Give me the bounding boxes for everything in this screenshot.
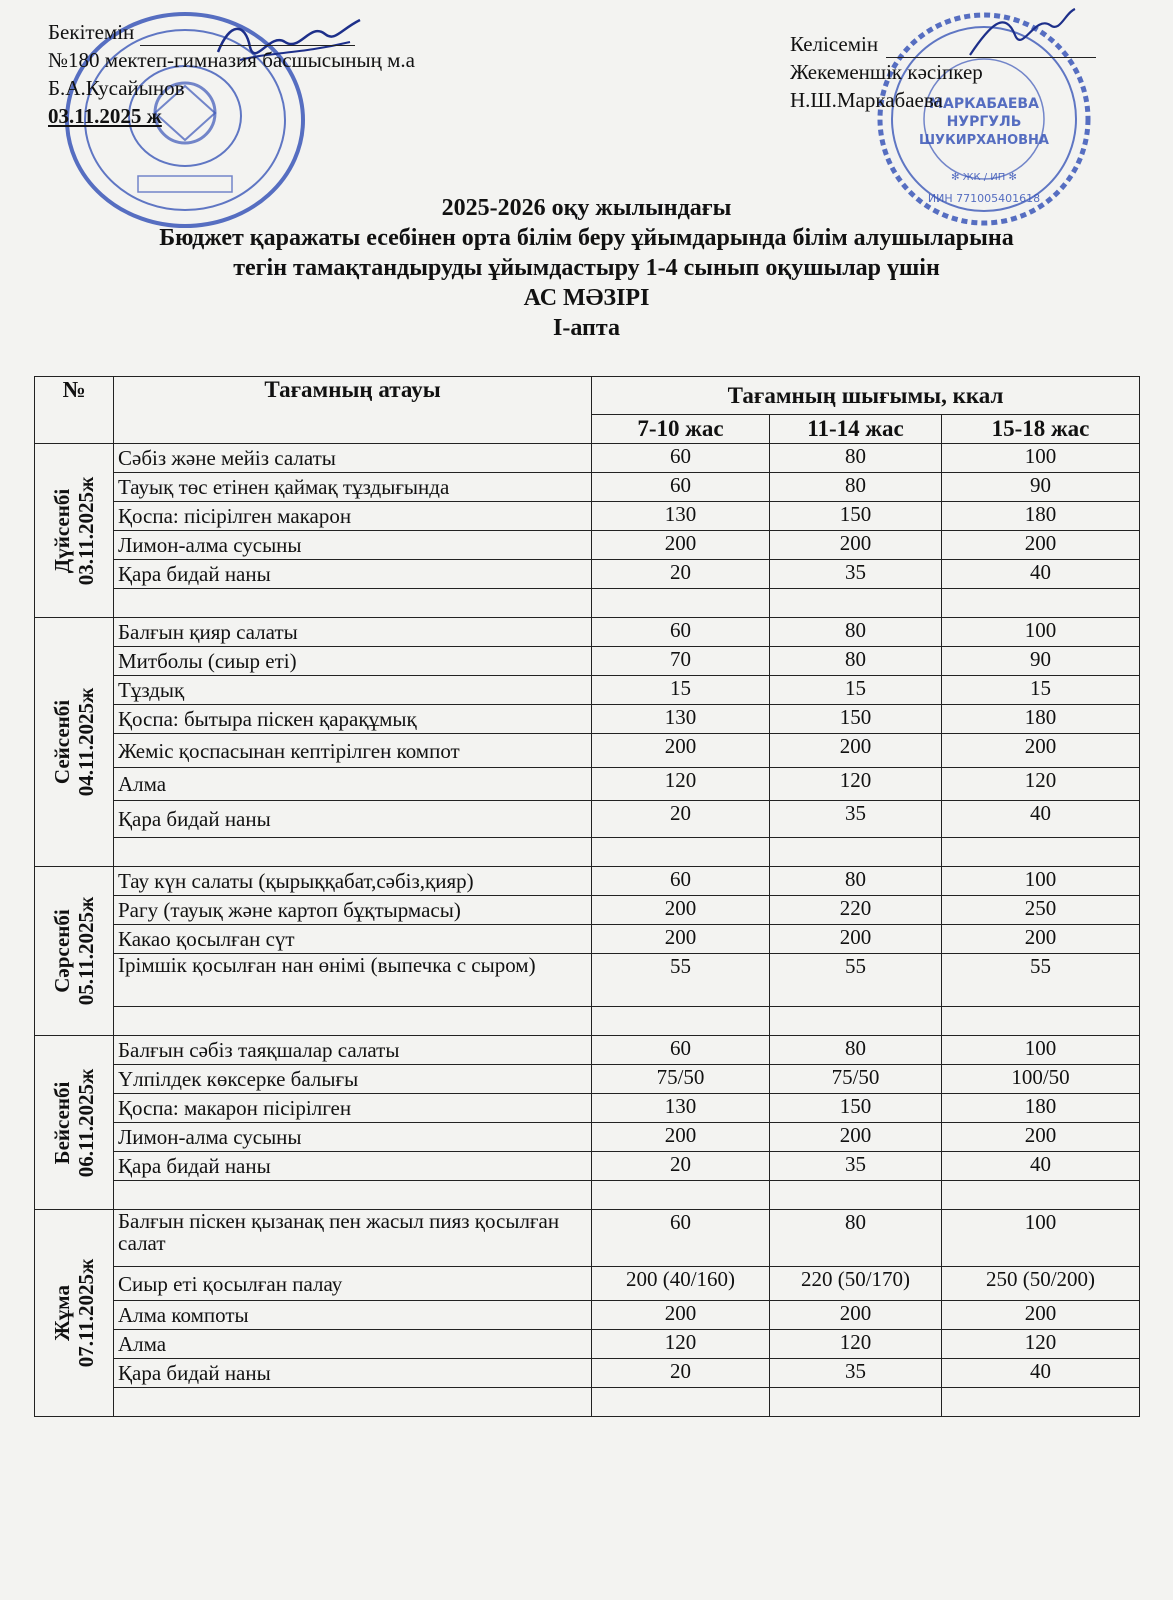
day-label [50,1259,98,1368]
dish-name: Какао қосылған сүт [114,925,592,954]
title-menu: АС МӘЗІРІ [523,285,650,311]
day-date: 07.11.2025ж [74,1258,98,1368]
dish-name [114,589,592,618]
dish-name: Қара бидай наны [114,801,592,838]
dish-name: Тұздық [114,676,592,705]
kcal-age-2: 55 [770,954,942,1007]
dish-name: Қоспа: пісірілген макарон [114,502,592,531]
kcal-age-1: 60 [592,618,770,647]
dish-name: Митболы (сиыр еті) [114,647,592,676]
dish-name: Сәбіз және мейіз салаты [114,444,592,473]
kcal-age-3: 250 [942,896,1140,925]
day-cell [35,867,114,1036]
day-cell [35,1036,114,1210]
dish-name: Ірімшік қосылған нан өнімі (выпечка с сыром) [114,954,592,1007]
svg-text:ШУКИРХАНОВНА: ШУКИРХАНОВНА [919,133,1049,148]
kcal-age-1: 70 [592,647,770,676]
table-row [35,1301,1140,1330]
kcal-age-1 [592,838,770,867]
kcal-age-2: 200 [770,925,942,954]
kcal-age-1: 200 [592,1301,770,1330]
kcal-age-1 [592,1388,770,1417]
dish-name [114,1007,592,1036]
kcal-age-1: 75/50 [592,1065,770,1094]
title-main: Бюджет қаражаты есебінен орта білім беру ұйымдарында білім алушыларына [159,225,1014,251]
director-name: Б.А.Кусайынов [48,76,185,100]
table-row-empty [35,1388,1140,1417]
kcal-age-2: 200 [770,1301,942,1330]
kcal-age-1: 200 [592,531,770,560]
table-row-empty [35,1007,1140,1036]
kcal-age-1: 130 [592,705,770,734]
day-label [50,1068,98,1177]
dish-name: Сиыр еті қосылған палау [114,1267,592,1301]
kcal-age-2: 220 (50/170) [770,1267,942,1301]
day-label [50,897,98,1006]
dish-name [114,1181,592,1210]
svg-text:НУРГУЛЬ: НУРГУЛЬ [946,114,1022,130]
kcal-age-3: 100 [942,618,1140,647]
kcal-age-1: 55 [592,954,770,1007]
kcal-age-1: 20 [592,1152,770,1181]
day-cell [35,1210,114,1417]
kcal-age-1: 130 [592,502,770,531]
kcal-age-2: 150 [770,502,942,531]
svg-text:МАРКАБАЕВА: МАРКАБАЕВА [929,96,1039,112]
table-row [35,1065,1140,1094]
kcal-age-2: 80 [770,473,942,502]
kcal-age-1 [592,589,770,618]
kcal-age-3 [942,1388,1140,1417]
dish-name: Балғын сәбіз таяқшалар салаты [114,1036,592,1065]
col-header-age-1: 7-10 жас [592,415,770,444]
kcal-age-1: 20 [592,801,770,838]
dish-name: Алма [114,1330,592,1359]
approval-right [790,30,1096,114]
day-label [50,688,98,797]
table-row [35,473,1140,502]
kcal-age-2 [770,1181,942,1210]
kcal-age-1: 60 [592,1036,770,1065]
kcal-age-3: 100 [942,867,1140,896]
approve-label: Бекітемін [48,20,135,44]
table-row [35,925,1140,954]
kcal-age-1 [592,1181,770,1210]
dish-name: Тауық төс етінен қаймақ тұздығында [114,473,592,502]
kcal-age-1: 200 [592,925,770,954]
col-header-age-2: 11-14 жас [770,415,942,444]
col-header-no: № [35,377,114,444]
kcal-age-3: 180 [942,705,1140,734]
kcal-age-1: 200 [592,896,770,925]
kcal-age-3: 120 [942,768,1140,801]
svg-text:✻ ЖК / ИП ✻: ✻ ЖК / ИП ✻ [951,172,1017,183]
table-row [35,444,1140,473]
kcal-age-2: 80 [770,1210,942,1267]
table-row [35,647,1140,676]
kcal-age-2: 35 [770,1359,942,1388]
kcal-age-1: 200 [592,734,770,768]
table-row [35,676,1140,705]
kcal-age-2: 200 [770,734,942,768]
kcal-age-2: 200 [770,1123,942,1152]
day-name: Сәрсенбі [50,909,74,993]
agree-label: Келісемін [790,32,879,56]
approval-left [48,18,415,130]
kcal-age-3: 100/50 [942,1065,1140,1094]
kcal-age-3: 100 [942,444,1140,473]
kcal-age-1: 120 [592,768,770,801]
kcal-age-2: 120 [770,768,942,801]
kcal-age-2: 80 [770,867,942,896]
dish-name: Тау күн салаты (қырыққабат,сәбіз,қияр) [114,867,592,896]
dish-name: Лимон-алма сусыны [114,1123,592,1152]
col-header-yield: Тағамның шығымы, ккал [592,377,1140,415]
dish-name [114,838,592,867]
kcal-age-2: 15 [770,676,942,705]
kcal-age-2: 35 [770,560,942,589]
kcal-age-3: 15 [942,676,1140,705]
dish-name: Алма компоты [114,1301,592,1330]
kcal-age-3: 40 [942,801,1140,838]
kcal-age-2: 80 [770,618,942,647]
table-row [35,618,1140,647]
dish-name: Қоспа: макарон пісірілген [114,1094,592,1123]
kcal-age-2: 35 [770,801,942,838]
table-row [35,801,1140,838]
kcal-age-1: 200 (40/160) [592,1267,770,1301]
kcal-age-1: 130 [592,1094,770,1123]
kcal-age-2 [770,589,942,618]
kcal-age-3: 100 [942,1210,1140,1267]
table-row [35,1152,1140,1181]
kcal-age-3 [942,1007,1140,1036]
dish-name: Қара бидай наны [114,1359,592,1388]
kcal-age-2: 150 [770,1094,942,1123]
kcal-age-2: 80 [770,647,942,676]
kcal-age-2 [770,1007,942,1036]
table-row [35,1210,1140,1267]
kcal-age-3: 180 [942,1094,1140,1123]
menu-table [34,376,1140,1417]
dish-name: Балғын қияр салаты [114,618,592,647]
day-name: Жұма [50,1285,74,1341]
kcal-age-2: 120 [770,1330,942,1359]
day-date: 03.11.2025ж [74,476,98,585]
kcal-age-3: 90 [942,473,1140,502]
kcal-age-1 [592,1007,770,1036]
table-row [35,1094,1140,1123]
day-name: Бейсенбі [50,1081,74,1164]
day-date: 04.11.2025ж [74,687,98,797]
kcal-age-3: 120 [942,1330,1140,1359]
table-row [35,1359,1140,1388]
dish-name: Алма [114,768,592,801]
kcal-age-2: 80 [770,444,942,473]
kcal-age-3: 250 (50/200) [942,1267,1140,1301]
kcal-age-2: 200 [770,531,942,560]
kcal-age-1: 60 [592,444,770,473]
table-row [35,867,1140,896]
table-row-empty [35,1181,1140,1210]
kcal-age-3: 55 [942,954,1140,1007]
kcal-age-1: 20 [592,1359,770,1388]
kcal-age-3: 40 [942,1359,1140,1388]
kcal-age-3: 200 [942,1123,1140,1152]
kcal-age-2: 80 [770,1036,942,1065]
table-row [35,705,1140,734]
document-title [0,193,1173,343]
title-year: 2025-2026 оқу жылындағы [441,195,732,221]
dish-name: Лимон-алма сусыны [114,531,592,560]
kcal-age-3: 200 [942,925,1140,954]
title-week: І-апта [553,315,620,341]
table-row [35,560,1140,589]
day-date: 05.11.2025ж [74,896,98,1006]
col-header-age-3: 15-18 жас [942,415,1140,444]
table-row-empty [35,589,1140,618]
kcal-age-3: 100 [942,1036,1140,1065]
kcal-age-3: 180 [942,502,1140,531]
title-sub: тегін тамақтандыруды ұйымдастыру 1-4 сынып оқушылар үшін [233,255,940,281]
day-cell [35,618,114,867]
day-cell [35,444,114,618]
entrepreneur-name: Н.Ш.Маркабаева [790,88,943,112]
kcal-age-3: 40 [942,560,1140,589]
kcal-age-3: 200 [942,1301,1140,1330]
table-row [35,1330,1140,1359]
svg-text:ИИН 771005401618: ИИН 771005401618 [927,192,1041,205]
kcal-age-2: 150 [770,705,942,734]
kcal-age-1: 200 [592,1123,770,1152]
kcal-age-3 [942,589,1140,618]
dish-name: Қоспа: бытыра піскен қарақұмық [114,705,592,734]
kcal-age-1: 120 [592,1330,770,1359]
table-row [35,1036,1140,1065]
table-row [35,734,1140,768]
dish-name [114,1388,592,1417]
day-name: Сейсенбі [50,699,74,785]
kcal-age-3 [942,1181,1140,1210]
table-row [35,768,1140,801]
table-row-empty [35,838,1140,867]
kcal-age-1: 15 [592,676,770,705]
kcal-age-1: 20 [592,560,770,589]
entrepreneur-position: Жекеменшік кәсіпкер [790,60,983,84]
table-row [35,531,1140,560]
menu-table-body [35,444,1140,1417]
director-position: №180 мектеп-гимназия басшысының м.а [48,48,415,72]
dish-name: Балғын піскен қызанақ пен жасыл пияз қосылған салат [114,1210,592,1267]
kcal-age-2 [770,1388,942,1417]
kcal-age-3: 200 [942,531,1140,560]
kcal-age-1: 60 [592,1210,770,1267]
kcal-age-3: 200 [942,734,1140,768]
kcal-age-1: 60 [592,473,770,502]
kcal-age-3: 40 [942,1152,1140,1181]
dish-name: Үлпілдек көксерке балығы [114,1065,592,1094]
dish-name: Жеміс қоспасынан кептірілген компот [114,734,592,768]
day-name: Дүйсенбі [50,488,74,573]
kcal-age-2: 220 [770,896,942,925]
day-date: 06.11.2025ж [74,1068,98,1177]
day-label [50,476,98,585]
table-row [35,1267,1140,1301]
kcal-age-3: 90 [942,647,1140,676]
table-row [35,896,1140,925]
table-row [35,502,1140,531]
kcal-age-2 [770,838,942,867]
dish-name: Рагу (тауық және картоп бұқтырмасы) [114,896,592,925]
dish-name: Қара бидай наны [114,1152,592,1181]
table-row [35,1123,1140,1152]
dish-name: Қара бидай наны [114,560,592,589]
kcal-age-1: 60 [592,867,770,896]
kcal-age-2: 35 [770,1152,942,1181]
table-row [35,954,1140,1007]
approval-date: 03.11.2025 ж [48,104,162,128]
kcal-age-2: 75/50 [770,1065,942,1094]
kcal-age-3 [942,838,1140,867]
col-header-name: Тағамның атауы [114,377,592,444]
